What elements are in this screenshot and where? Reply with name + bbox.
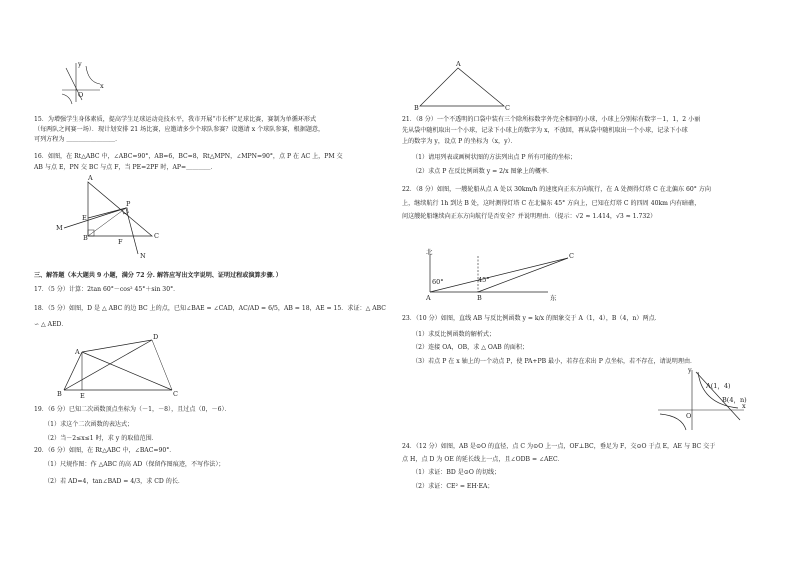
q17: 17．（5 分）计算：2tan 60°－cos² 45°＋sin 30°． [34,286,180,293]
q15-line3: 可列方程为 ＿＿＿＿＿＿＿＿． [34,136,122,143]
q18-line2: ∽ △ AED． [34,321,68,328]
q19-line1: 19．（6 分）已知二次函数顶点坐标为（－1，－8），且过点（0，－6）． [34,406,231,413]
q19-line2: （1）求这个二次函数的表达式； [44,421,134,428]
q18-label-A: A [75,348,80,356]
q23-label-B: B(4，n) [722,396,747,404]
q16-label-E: E [82,214,87,222]
q23-o-label: O [686,412,692,420]
q20-label-A: A [456,60,461,68]
q22-line1: 22．（8 分）如图，一艘轮船从点 A 处以 30km/h 的速度向正东方向航行，在 A 处测得灯塔 C 在北偏东 60° 方向 [402,186,711,193]
q24-line3: （1）求证：BD 是⊙O 的切线； [412,469,501,476]
q15-line1: 15．为增强学生身体素质，提高学生足球运动竞技水平，我市开展“市长杯”足球比赛，赛制为单循环形式 [34,116,317,123]
q23-x-label: x [742,402,746,410]
q18-label-D: D [153,333,159,341]
q21-line5: （2）求点 P 在反比例函数 y = 2/x 图象上的概率． [412,168,554,175]
q20-label-B: B [414,104,419,112]
q18-label-E: E [80,392,85,400]
q24-line1: 24．（12 分）如图，AB 是⊙O 的直径，点 C 为⊙O 上一点，OF⊥BC，垂足为 F，交⊙O 于点 E，AE 与 BC 交于 [402,443,716,450]
q21-line2: 先从袋中随机取出一个小球，记录下小球上的数字为 x，不放回，再从袋中随机取出一个小球，记录下小球 [402,127,688,134]
q14-x-label: x [100,82,104,90]
q23-line4: （3）若点 P 在 x 轴上的一个动点 P，使 PA+PB 最小，若存在求出 P 点坐标，若不存在，请说明理由． [412,358,697,365]
q16-label-P: P [126,200,131,208]
q22-line2: 上，继续航行 1h 到达 B 处，这时测得灯塔 C 在北偏东 45° 方向上，已知在灯塔 C 的四周 40km 内有暗礁， [402,200,701,207]
q23-label-A: A(1，4) [706,382,731,390]
q18-line1: 18．（5 分）如图，D 是 △ ABC 的边 BC 上的点，已知∠BAE = ∠CAD，AC/AD = 6/5，AB = 18，AE = 15．求证：△ ABC [34,305,386,312]
q16-line2: AB 与点 E，PN 交 BC 与点 F，当 PE=2PF 时，AP=＿＿＿＿． [34,164,217,171]
q21-line4: （1）请用列表或画树状图的方法列出点 P 所有可能的坐标； [412,154,577,161]
q16-label-N: N [140,252,146,260]
q22-label-A: A [426,294,431,302]
q16-figure [56,174,170,260]
q23-graph [656,368,748,432]
q23-line2: （1）求反比例函数的解析式； [412,331,496,338]
q20-figure [412,62,512,110]
q18-figure [57,333,180,400]
q24-line2: 点 H，点 D 为 OE 的延长线上一点，且∠ODB = ∠AEC． [402,456,564,463]
q19-line3: （2）当－2≤x≤1 时，求 y 的取值范围． [44,435,158,442]
q14-y-label: y [78,60,82,68]
q21-line3: 上的数字为 y，设点 P 的坐标为（x，y）． [402,138,517,145]
q23-line1: 23．（10 分）如图，直线 AB 与反比例函数 y = k/x 的图象交于 A（1，4），B（4，n）两点． [402,315,661,322]
q21-line1: 21．（8 分）一个不透明的口袋中装有三个除所标数字外完全相同的小球，小球上分别标有数字－1，1，2 小丽 [402,116,701,123]
q14-graph [56,60,106,105]
q18-label-B: B [57,390,62,398]
q16-line1: 16．如图，在 Rt△ABC 中，∠ABC=90°，AB=6，BC=8，Rt△MPN，∠MPN=90°，点 P 在 AC 上，PM 交 [34,153,343,160]
q22-label-north: 北 [426,248,433,256]
q20-label-C: C [505,104,510,112]
q20-line1: 20．（6 分）如图，在 Rt△ABC 中，∠BAC=90°． [34,447,176,454]
q22-label-C: C [569,252,574,260]
q20-line2: （1）尺规作图：作 △ABC 的高 AD（保留作图痕迹，不写作法）； [44,461,225,468]
q22-line3: 问这艘轮船继续向正东方向航行是否安全？并说明理由．（提示：√2 ≈ 1.414，√3 ≈ 1.732） [402,213,657,220]
q23-line3: （2）连接 OA，OB，求 △ OAB 的面积； [412,344,529,351]
q24-line4: （2）求证：CE² = EH·EA； [412,483,494,490]
q16-label-M: M [56,224,63,232]
q16-label-F: F [118,238,123,246]
q22-figure [420,248,580,306]
q22-label-45: 45° [478,276,490,284]
q15-line2: （每两队之间赛一场）．现计划安排 21 场比赛，应邀请多少个球队参赛？设邀请 x 个球队参赛，根据题意， [34,126,325,133]
q22-label-60: 60° [432,278,444,286]
q23-y-label: y [688,366,692,374]
q14-o-label: O [78,91,84,99]
q22-label-B: B [477,294,482,302]
q16-label-B: B [83,234,88,242]
q16-label-A: A [88,174,93,182]
q20-line3: （2）若 AD=4，tan∠BAD = 4/3，求 CD 的长． [44,478,185,485]
section-3-heading: 三、解答题（本大题共 9 小题，满分 72 分. 解答应写出文字说明、证明过程或演算步骤．） [34,272,282,279]
q22-label-east: 东 [550,294,557,302]
q18-label-C: C [173,390,178,398]
q16-label-C: C [154,232,159,240]
